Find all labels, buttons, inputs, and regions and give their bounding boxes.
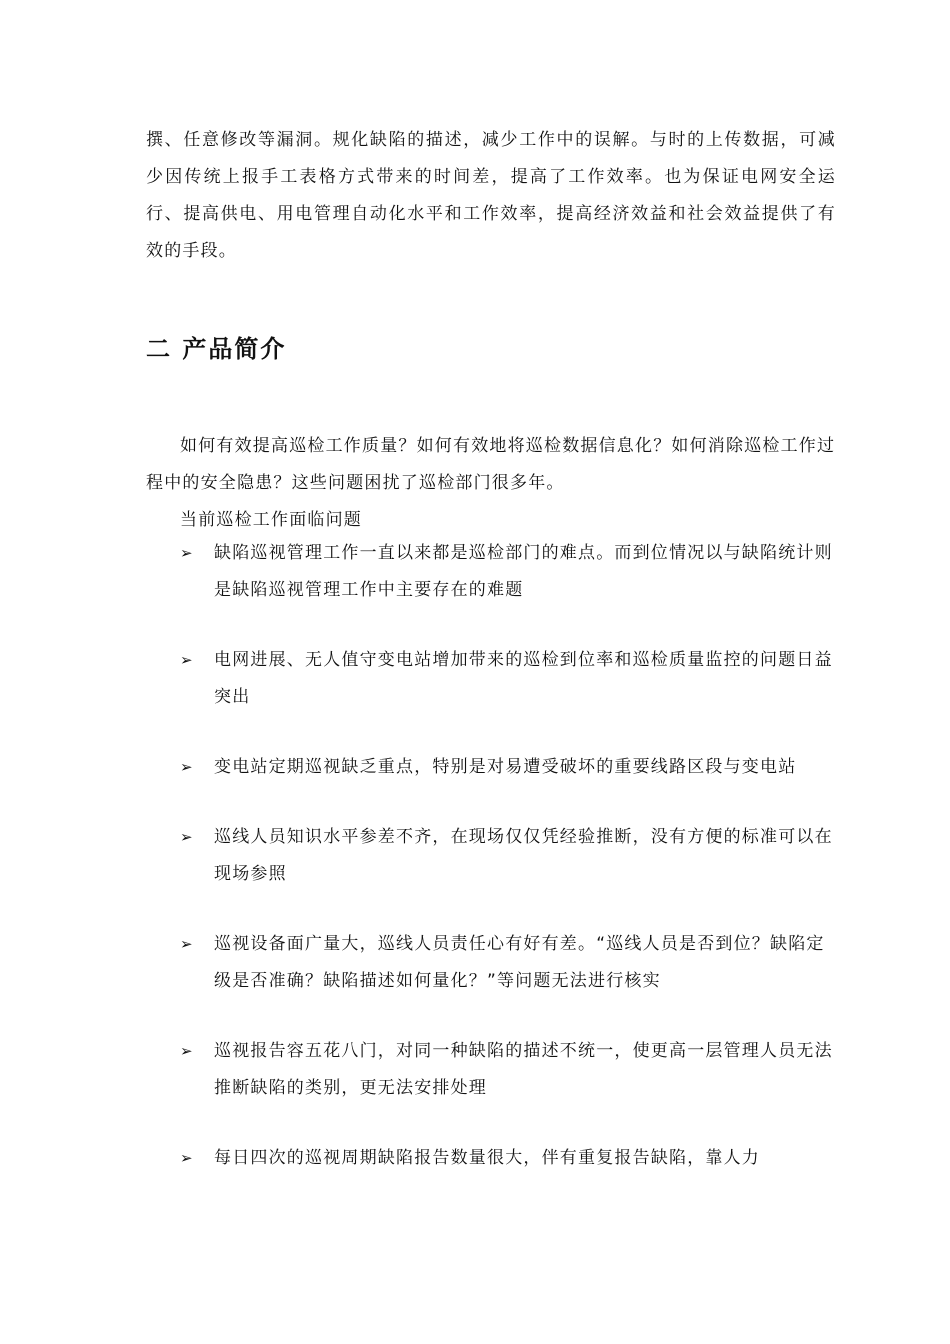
product-intro-paragraph: 如何有效提高巡检工作质量？如何有效地将巡检数据信息化？如何消除巡检工作过程中的安全隐患？这些问题困扰了巡检部门很多年。 [146, 436, 836, 493]
arrow-bullet-icon: ➢ [180, 651, 194, 669]
list-item [180, 642, 840, 716]
arrow-bullet-icon: ➢ [180, 828, 194, 846]
list-item [180, 749, 840, 786]
intro-text [146, 122, 836, 270]
arrow-bullet-icon: ➢ [180, 544, 194, 562]
section-title: 二 产品简介 [146, 335, 287, 363]
list-item-text: 巡视设备面广量大，巡线人员责任心有好有差。“巡线人员是否到位？缺陷定级是否准确？缺陷描述如何量化？”等问题无法进行核实 [214, 934, 825, 991]
problems-heading: 当前巡检工作面临问题 [180, 510, 362, 530]
list-item-text: 电网进展、无人值守变电站增加带来的巡检到位率和巡检质量监控的问题日益突出 [214, 650, 833, 707]
list-item [180, 535, 840, 609]
list-item [180, 1033, 840, 1107]
list-item [180, 819, 840, 893]
arrow-bullet-icon: ➢ [180, 935, 194, 953]
list-item-text: 巡线人员知识水平参差不齐，在现场仅仅凭经验推断，没有方便的标准可以在现场参照 [214, 827, 833, 884]
list-item [180, 926, 840, 1000]
list-item-text: 巡视报告容五花八门，对同一种缺陷的描述不统一，使更高一层管理人员无法推断缺陷的类别，更无法安排处理 [214, 1041, 833, 1098]
list-item-text: 变电站定期巡视缺乏重点，特别是对易遭受破坏的重要线路区段与变电站 [214, 757, 797, 777]
arrow-bullet-icon: ➢ [180, 758, 194, 776]
arrow-bullet-icon: ➢ [180, 1042, 194, 1060]
list-item-text: 每日四次的巡视周期缺陷报告数量很大，伴有重复报告缺陷，靠人力 [214, 1148, 760, 1168]
intro-paragraph: 撰、任意修改等漏洞。规化缺陷的描述，减少工作中的误解。与时的上传数据，可减少因传统上报手工表格方式带来的时间差，提高了工作效率。也为保证电网安全运行、提高供电、用电管理自动化水平和工作效率，提高经济效益和社会效益提供了有效的手段。 [146, 130, 836, 261]
list-item-text: 缺陷巡视管理工作一直以来都是巡检部门的难点。而到位情况以与缺陷统计则是缺陷巡视管理工作中主要存在的难题 [214, 543, 833, 600]
arrow-bullet-icon: ➢ [180, 1149, 194, 1167]
problems-list [180, 535, 840, 1210]
list-item [180, 1140, 840, 1177]
